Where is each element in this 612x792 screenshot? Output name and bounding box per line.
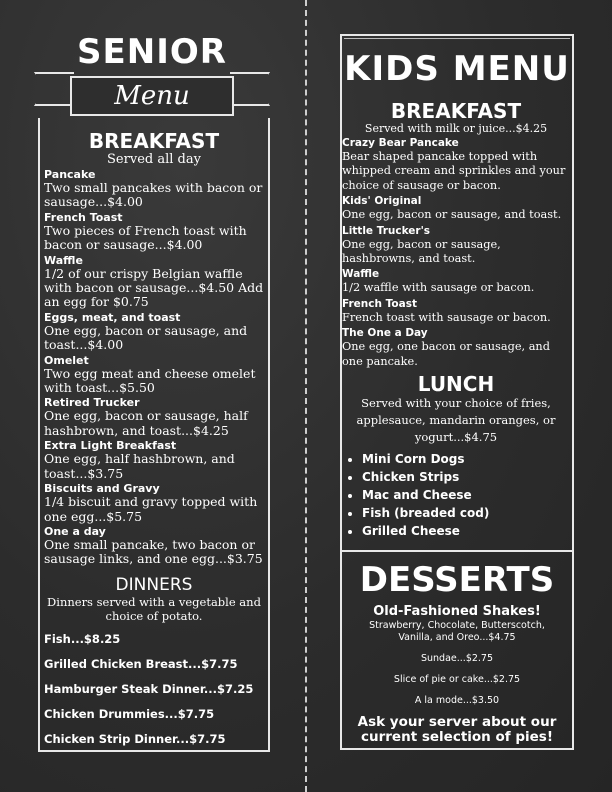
dinner-item: Chicken Drummies...$7.75 <box>44 706 215 721</box>
kids-item-name: French Toast <box>342 297 417 310</box>
senior-menu-content <box>44 130 264 758</box>
list-item: • Fish (breaded cod) <box>362 504 570 522</box>
senior-item <box>44 396 264 438</box>
senior-item-desc: One small pancake, two bacon or sausage links, and one egg...$3.75 <box>44 536 263 567</box>
senior-item <box>44 311 264 353</box>
desserts-title: DESSERTS <box>359 560 555 600</box>
senior-item-desc: Two pieces of French toast with bacon or sausage...$4.00 <box>44 222 247 253</box>
senior-item-name: Waffle <box>44 253 83 267</box>
pies-note: Ask your server about our current selection of pies! <box>357 714 557 745</box>
kids-item-desc: 1/2 waffle with sausage or bacon. <box>342 281 535 295</box>
dinners-subtitle: Dinners served with a vegetable and choice of potato. <box>47 594 261 623</box>
dinner-item: Chicken Strip Dinner...$7.75 <box>44 731 226 746</box>
dessert-item: Slice of pie or cake...$2.75 <box>393 674 521 685</box>
kids-item-desc: One egg, bacon or sausage, hashbrowns, and toast. <box>342 237 501 266</box>
kids-item <box>342 327 570 369</box>
kids-lunch-subtitle: Served with your choice of fries, applesauce, mandarin oranges, or yogurt...$4.75 <box>356 396 556 445</box>
kids-item <box>342 225 570 267</box>
dessert-item: A la mode...$3.50 <box>414 695 500 706</box>
kids-item <box>342 268 570 295</box>
list-item: • Mini Corn Dogs <box>362 450 570 468</box>
kids-item-name: Crazy Bear Pancake <box>342 137 459 149</box>
senior-item-desc: 1/4 biscuit and gravy topped with one egg...$5.75 <box>44 494 258 524</box>
dinner-item: Fish...$8.25 <box>44 631 121 646</box>
senior-item <box>44 439 264 481</box>
senior-item <box>44 354 264 396</box>
kids-item <box>342 137 570 193</box>
senior-item-desc: One egg, bacon or sausage, half hashbrown, and toast...$4.25 <box>44 408 248 438</box>
shakes-title: Old-Fashioned Shakes! <box>373 604 541 619</box>
kids-item-name: Waffle <box>342 268 380 281</box>
senior-item-name: Extra Light Breakfast <box>44 439 177 453</box>
desserts-content <box>342 560 572 745</box>
kids-item <box>342 298 570 325</box>
dinner-item: Hamburger Steak Dinner...$7.25 <box>44 681 254 696</box>
senior-item-name: One a day <box>44 524 106 538</box>
senior-item-name: Pancake <box>44 168 96 181</box>
shakes-desc: Strawberry, Chocolate, Butterscotch, Vanilla, and Oreo...$4.75 <box>369 620 545 643</box>
ribbon-right-tail <box>230 72 270 106</box>
senior-item <box>44 168 264 210</box>
dinner-item: Grilled Chicken Breast...$7.75 <box>44 656 238 671</box>
kids-lunch-list <box>342 450 570 540</box>
kids-breakfast-subtitle: Served with milk or juice...$4.25 <box>364 122 548 135</box>
senior-item-name: Eggs, meat, and toast <box>44 310 181 324</box>
list-item: • Chicken Strips <box>362 468 570 486</box>
senior-item <box>44 254 264 310</box>
kids-lunch-title: LUNCH <box>417 372 495 397</box>
kids-menu-title: KIDS MENU <box>344 49 570 89</box>
senior-breakfast-subtitle: Served all day <box>107 152 201 167</box>
kids-item-desc: One egg, one bacon or sausage, and one pancake. <box>342 340 550 368</box>
kids-item-desc: French toast with sausage or bacon. <box>342 310 551 324</box>
senior-item-desc: 1/2 of our crispy Belgian waffle with bacon or sausage...$4.50 Add an egg for $0.75 <box>44 265 264 310</box>
senior-item-desc: Two egg meat and cheese omelet with toast...$5.50 <box>44 365 256 396</box>
senior-title: SENIOR <box>77 32 227 72</box>
kids-item-name: The One a Day <box>342 327 428 340</box>
senior-item <box>44 482 264 524</box>
senior-item-desc: Two small pancakes with bacon or sausage...$4.00 <box>44 180 263 210</box>
dinners-title: DINNERS <box>115 574 193 595</box>
senior-item-name: French Toast <box>44 210 123 224</box>
kids-menu-content <box>342 100 570 540</box>
dessert-item: Sundae...$2.75 <box>420 653 494 664</box>
center-dashed-divider <box>305 0 307 792</box>
list-item: • Mac and Cheese <box>362 486 570 504</box>
ribbon-left-tail <box>34 72 74 106</box>
kids-breakfast-title: BREAKFAST <box>390 99 522 123</box>
senior-item-desc: One egg, half hashbrown, and toast...$3.75 <box>44 451 235 481</box>
ribbon-text: Menu <box>114 81 190 111</box>
senior-item <box>44 525 264 567</box>
list-item: • Grilled Cheese <box>362 522 570 540</box>
senior-item <box>44 211 264 253</box>
senior-breakfast-title: BREAKFAST <box>88 129 220 153</box>
menu-ribbon <box>70 76 234 116</box>
kids-item-name: Kids' Original <box>342 195 422 208</box>
senior-item-name: Biscuits and Gravy <box>44 482 160 496</box>
senior-item-name: Omelet <box>44 353 89 367</box>
kids-item <box>342 195 570 222</box>
kids-item-desc: Bear shaped pancake topped with whipped cream and sprinkles and your choice of sausage or bacon. <box>342 150 566 192</box>
senior-item-desc: One egg, bacon or sausage, and toast...$4.00 <box>44 322 248 353</box>
kids-item-desc: One egg, bacon or sausage, and toast. <box>342 208 562 222</box>
kids-item-name: Little Trucker's <box>342 224 431 237</box>
senior-item-name: Retired Trucker <box>44 396 140 410</box>
